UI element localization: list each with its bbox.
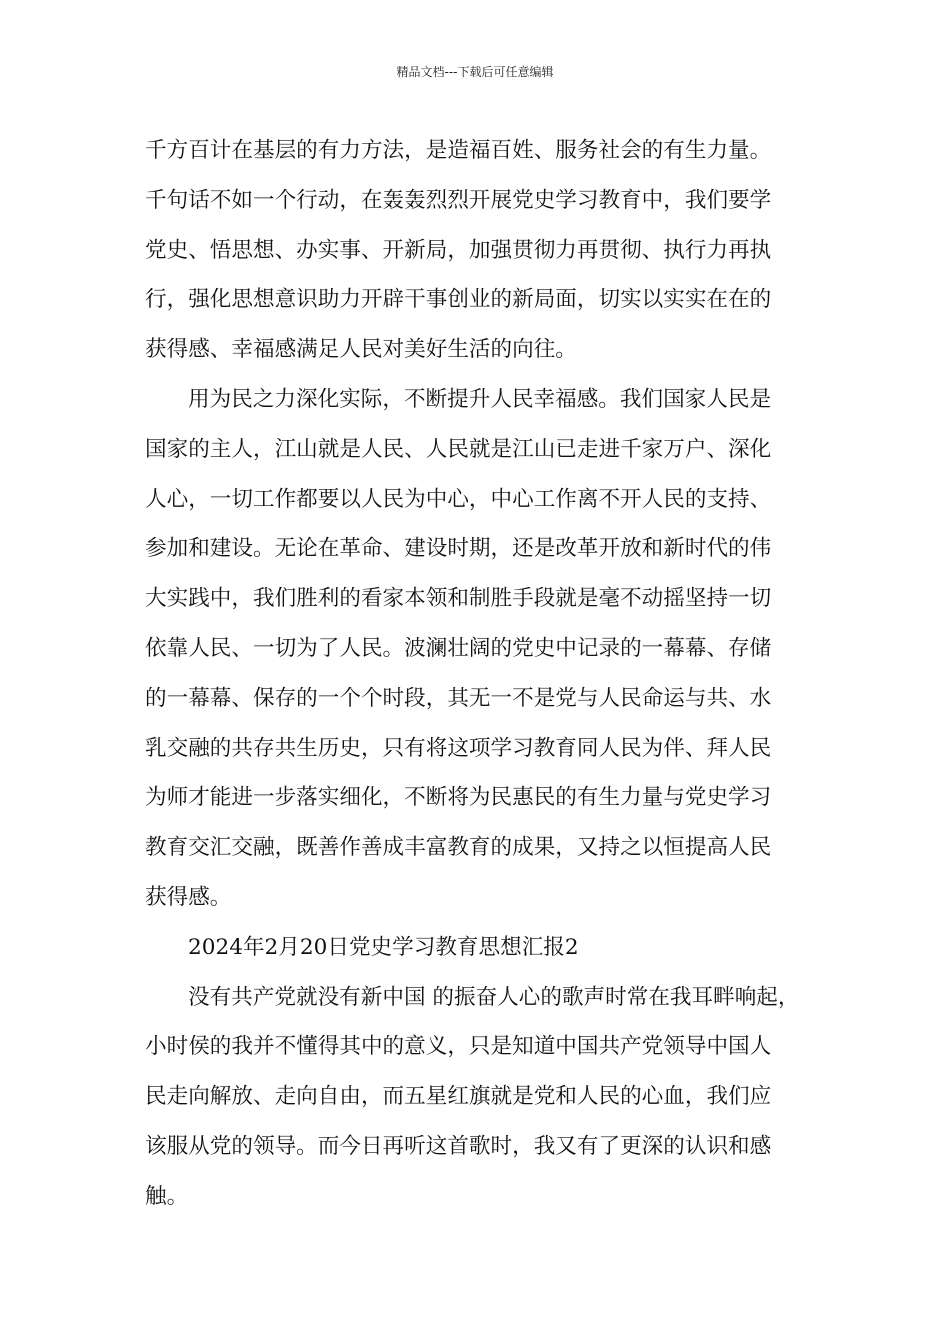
- section-title: 2024年2月20日党史学习教育思想汇报2: [188, 934, 579, 960]
- document-body: [145, 126, 810, 1222]
- text-line: 行，强化思想意识助力开辟干事创业的新局面，切实以实实在在的: [145, 287, 772, 313]
- page-header: 精品文档---下载后可任意编辑: [396, 65, 554, 79]
- text-line: 党史、悟思想、办实事、开新局，加强贯彻力再贯彻、执行力再执: [145, 237, 772, 263]
- text-line: 的一幕幕、保存的一个个时段，其无一不是党与人民命运与共、水: [145, 685, 772, 711]
- text-line: 获得感、幸福感满足人民对美好生活的向往。: [145, 337, 577, 363]
- text-line: 千方百计在基层的有力方法，是造福百姓、服务社会的有生力量。: [145, 138, 772, 163]
- text-line: 大实践中，我们胜利的看家本领和制胜手段就是毫不动摇坚持一切: [145, 586, 772, 612]
- text-line: 小时侯的我并不懂得其中的意义，只是知道中国共产党领导中国人: [145, 1034, 772, 1060]
- text-line: 人心，一切工作都要以人民为中心，中心工作离不开人民的支持、: [145, 486, 772, 512]
- text-line: 参加和建设。无论在革命、建设时期，还是改革开放和新时代的伟: [145, 536, 772, 562]
- text-line: 触。: [145, 1183, 189, 1209]
- text-line: 千句话不如一个行动，在轰轰烈烈开展党史学习教育中，我们要学: [145, 187, 772, 213]
- text-line: 为师才能进一步落实细化，不断将为民惠民的有生力量与党史学习: [145, 785, 772, 811]
- text-line: 民走向解放、走向自由，而五星红旗就是党和人民的心血，我们应: [145, 1084, 772, 1110]
- text-line: 获得感。: [145, 884, 232, 910]
- text-line: 乳交融的共存共生历史，只有将这项学习教育同人民为伴、拜人民: [145, 735, 772, 761]
- text-line: 没有共产党就没有新中国 的振奋人心的歌声时常在我耳畔响起，: [188, 984, 800, 1010]
- text-line: 国家的主人，江山就是人民、人民就是江山已走进千家万户、深化: [145, 436, 772, 462]
- text-line: 教育交汇交融，既善作善成丰富教育的成果，又持之以恒提高人民: [145, 835, 772, 861]
- text-line: 依靠人民、一切为了人民。波澜壮阔的党史中记录的一幕幕、存储: [145, 635, 772, 661]
- text-line: 该服从党的领导。而今日再听这首歌时，我又有了更深的认识和感: [145, 1133, 772, 1159]
- text-line: 用为民之力深化实际，不断提升人民幸福感。我们国家人民是: [188, 386, 772, 412]
